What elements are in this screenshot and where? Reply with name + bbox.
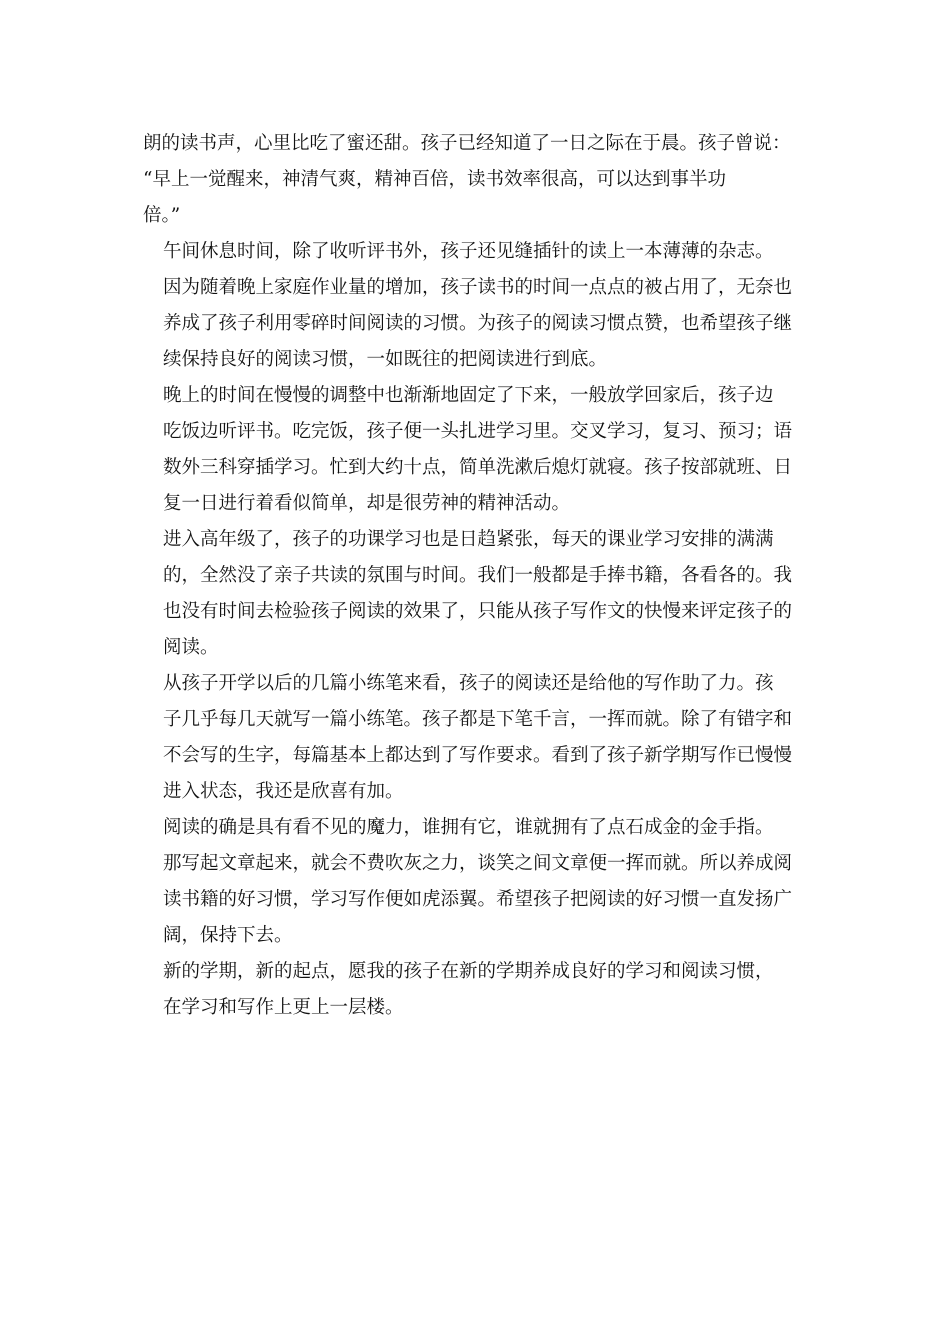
text-line: 那写起文章起来，就会不费吹灰之力，谈笑之间文章便一挥而就。所以养成阅 <box>163 853 793 874</box>
text-line: 因为随着晚上家庭作业量的增加，孩子读书的时间一点点的被占用了，无奈也 <box>163 277 793 298</box>
text-line: 复一日进行着看似简单，却是很劳神的精神活动。 <box>163 493 571 514</box>
text-line: 阅读。 <box>163 637 219 658</box>
paragraph-2 <box>143 234 808 378</box>
text-line: 子几乎每几天就写一篇小练笔。孩子都是下笔千言，一挥而就。除了有错字和 <box>163 709 793 730</box>
text-line: 晚上的时间在慢慢的调整中也渐渐地固定了下来，一般放学回家后，孩子边 <box>163 385 774 406</box>
text-line: 也没有时间去检验孩子阅读的效果了，只能从孩子写作文的快慢来评定孩子的 <box>163 601 793 622</box>
text-line: 的，全然没了亲子共读的氛围与时间。我们一般都是手捧书籍，各看各的。我 <box>163 565 793 586</box>
text-line: 读书籍的好习惯，学习写作便如虎添翼。希望孩子把阅读的好习惯一直发扬广 <box>163 889 793 910</box>
paragraph-4 <box>143 522 808 666</box>
paragraph-3 <box>143 378 808 522</box>
paragraph-7 <box>143 954 808 1026</box>
text-line: 在学习和写作上更上一层楼。 <box>163 997 404 1018</box>
paragraph-5 <box>143 666 808 810</box>
text-line: 阔，保持下去。 <box>163 925 293 946</box>
text-line: “早上一觉醒来，神清气爽，精神百倍，读书效率很高，可以达到事半功 <box>143 169 726 190</box>
text-line: 阅读的确是具有看不见的魔力，谁拥有它，谁就拥有了点石成金的金手指。 <box>163 817 774 838</box>
text-line: 吃饭边听评书。吃完饭，孩子便一头扎进学习里。交叉学习，复习、预习；语 <box>163 421 793 442</box>
paragraph-6 <box>143 810 808 954</box>
text-line: 进入高年级了，孩子的功课学习也是日趋紧张，每天的课业学习安排的满满 <box>163 529 774 550</box>
text-line: 从孩子开学以后的几篇小练笔来看，孩子的阅读还是给他的写作助了力。孩 <box>163 673 774 694</box>
text-line: 养成了孩子利用零碎时间阅读的习惯。为孩子的阅读习惯点赞，也希望孩子继 <box>163 313 793 334</box>
text-line: 数外三科穿插学习。忙到大约十点，简单洗漱后熄灯就寝。孩子按部就班、日 <box>163 457 793 478</box>
text-line: 续保持良好的阅读习惯，一如既往的把阅读进行到底。 <box>163 349 608 370</box>
text-line: 午间休息时间，除了收听评书外，孩子还见缝插针的读上一本薄薄的杂志。 <box>163 241 774 262</box>
document-body <box>143 126 808 1026</box>
text-line: 不会写的生字，每篇基本上都达到了写作要求。看到了孩子新学期写作已慢慢 <box>163 745 793 766</box>
paragraph-1 <box>143 126 808 234</box>
text-line: 倍。” <box>143 205 181 226</box>
text-line: 进入状态，我还是欣喜有加。 <box>163 781 404 802</box>
text-line: 新的学期，新的起点，愿我的孩子在新的学期养成良好的学习和阅读习惯， <box>163 961 774 982</box>
text-line: 朗的读书声，心里比吃了蜜还甜。孩子已经知道了一日之际在于晨。孩子曾说： <box>143 133 791 154</box>
